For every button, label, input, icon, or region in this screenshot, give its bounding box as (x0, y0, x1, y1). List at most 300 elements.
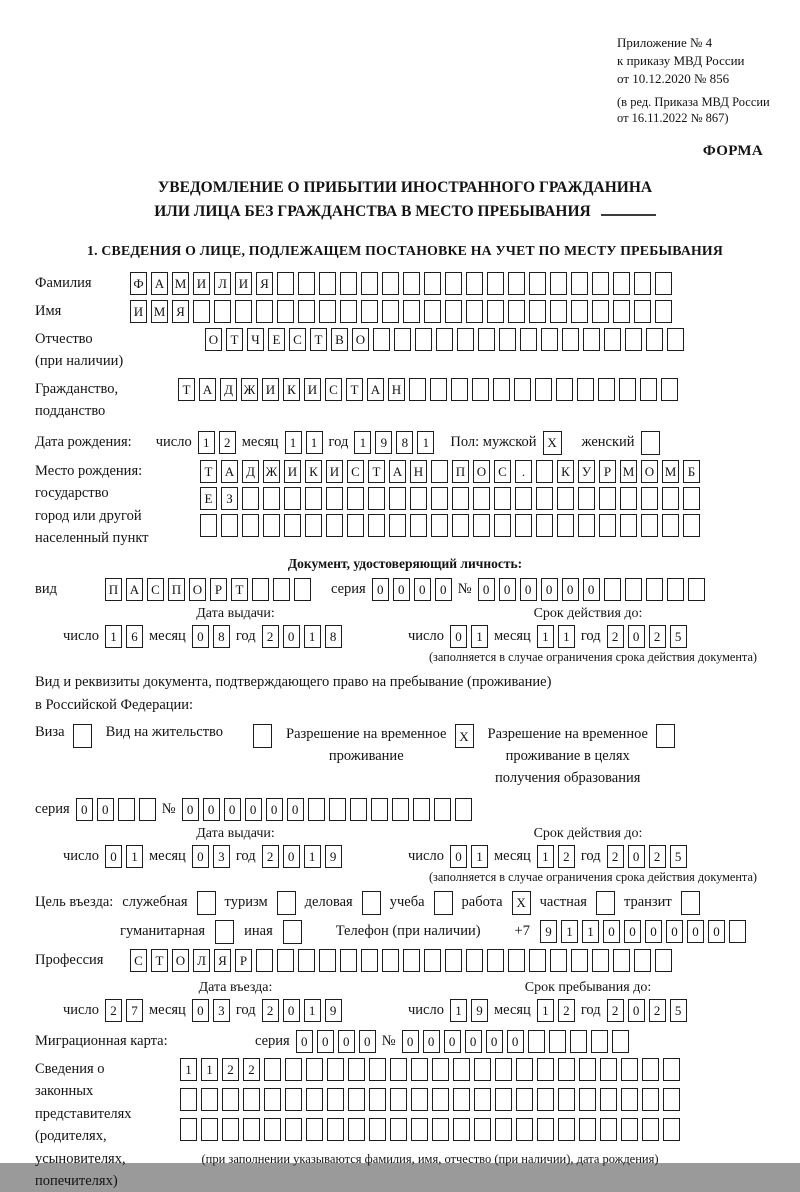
char-box[interactable]: 1 (285, 431, 302, 454)
char-box[interactable]: 0 (499, 578, 516, 601)
stay-month-input[interactable] (537, 999, 575, 1022)
birth-place-line1-input[interactable] (200, 460, 700, 483)
char-box[interactable] (411, 1118, 428, 1141)
permit-issue-month-input[interactable] (192, 845, 230, 868)
char-box[interactable] (436, 328, 453, 351)
char-box[interactable] (455, 798, 472, 821)
checkbox-turizm[interactable] (277, 891, 296, 915)
char-box[interactable]: А (126, 578, 143, 601)
char-box[interactable] (242, 487, 259, 510)
char-box[interactable] (683, 514, 700, 537)
char-box[interactable] (667, 578, 684, 601)
char-box[interactable] (557, 487, 574, 510)
char-box[interactable]: 1 (537, 999, 554, 1022)
char-box[interactable] (327, 1118, 344, 1141)
char-box[interactable]: 9 (471, 999, 488, 1022)
char-box[interactable] (277, 949, 294, 972)
char-box[interactable]: 0 (245, 798, 262, 821)
char-box[interactable]: И (235, 272, 252, 295)
char-box[interactable] (235, 300, 252, 323)
char-box[interactable] (620, 487, 637, 510)
char-box[interactable]: 5 (670, 999, 687, 1022)
char-box[interactable] (453, 1088, 470, 1111)
char-box[interactable]: С (130, 949, 147, 972)
doc-expiry-day-input[interactable] (450, 625, 488, 648)
char-box[interactable] (214, 300, 231, 323)
char-box[interactable]: 0 (562, 578, 579, 601)
char-box[interactable] (256, 949, 273, 972)
char-box[interactable] (403, 300, 420, 323)
char-box[interactable]: 1 (471, 845, 488, 868)
char-box[interactable]: 1 (126, 845, 143, 868)
char-box[interactable] (371, 798, 388, 821)
char-box[interactable] (536, 487, 553, 510)
char-box[interactable] (529, 949, 546, 972)
char-box[interactable] (222, 1118, 239, 1141)
char-box[interactable]: Т (310, 328, 327, 351)
char-box[interactable]: Н (388, 378, 405, 401)
char-box[interactable] (389, 514, 406, 537)
char-box[interactable]: 0 (541, 578, 558, 601)
char-box[interactable] (667, 328, 684, 351)
char-box[interactable]: 0 (317, 1030, 334, 1053)
permit-expiry-year-input[interactable] (607, 845, 687, 868)
char-box[interactable]: Я (214, 949, 231, 972)
char-box[interactable] (472, 378, 489, 401)
char-box[interactable]: Т (151, 949, 168, 972)
char-box[interactable] (409, 378, 426, 401)
char-box[interactable] (453, 1118, 470, 1141)
char-box[interactable]: И (130, 300, 147, 323)
char-box[interactable] (487, 272, 504, 295)
char-box[interactable] (583, 328, 600, 351)
char-box[interactable] (340, 272, 357, 295)
char-box[interactable]: 2 (649, 625, 666, 648)
birth-place-line2-input[interactable] (200, 487, 700, 510)
char-box[interactable]: 1 (417, 431, 434, 454)
char-box[interactable] (432, 1088, 449, 1111)
doc-issue-month-input[interactable] (192, 625, 230, 648)
char-box[interactable] (646, 578, 663, 601)
char-box[interactable]: 0 (624, 920, 641, 943)
char-box[interactable]: 8 (396, 431, 413, 454)
char-box[interactable] (263, 487, 280, 510)
char-box[interactable] (403, 949, 420, 972)
char-box[interactable]: Н (410, 460, 427, 483)
char-box[interactable] (118, 798, 135, 821)
char-box[interactable]: 0 (708, 920, 725, 943)
char-box[interactable] (621, 1088, 638, 1111)
char-box[interactable] (285, 1088, 302, 1111)
char-box[interactable]: Е (200, 487, 217, 510)
checkbox-visa[interactable] (73, 724, 92, 748)
char-box[interactable]: И (262, 378, 279, 401)
char-box[interactable] (591, 1030, 608, 1053)
char-box[interactable] (663, 1088, 680, 1111)
char-box[interactable]: 1 (561, 920, 578, 943)
char-box[interactable]: 0 (105, 845, 122, 868)
char-box[interactable] (620, 514, 637, 537)
char-box[interactable] (424, 949, 441, 972)
char-box[interactable]: 2 (222, 1058, 239, 1081)
char-box[interactable]: 1 (558, 625, 575, 648)
char-box[interactable]: 0 (444, 1030, 461, 1053)
char-box[interactable] (431, 487, 448, 510)
char-box[interactable]: Ф (130, 272, 147, 295)
char-box[interactable] (529, 272, 546, 295)
char-box[interactable]: Т (231, 578, 248, 601)
char-box[interactable] (327, 1088, 344, 1111)
char-box[interactable] (640, 378, 657, 401)
char-box[interactable] (663, 1058, 680, 1081)
char-box[interactable] (327, 1058, 344, 1081)
char-box[interactable]: 0 (645, 920, 662, 943)
char-box[interactable] (252, 578, 269, 601)
char-box[interactable] (634, 300, 651, 323)
char-box[interactable]: 2 (262, 625, 279, 648)
char-box[interactable]: 1 (471, 625, 488, 648)
char-box[interactable] (478, 328, 495, 351)
char-box[interactable] (493, 378, 510, 401)
char-box[interactable] (592, 300, 609, 323)
char-box[interactable]: 2 (243, 1058, 260, 1081)
char-box[interactable]: 0 (666, 920, 683, 943)
char-box[interactable]: 0 (283, 999, 300, 1022)
char-box[interactable]: П (105, 578, 122, 601)
char-box[interactable]: М (172, 272, 189, 295)
permit-series-input[interactable] (76, 798, 156, 821)
char-box[interactable] (306, 1118, 323, 1141)
char-box[interactable] (452, 514, 469, 537)
char-box[interactable] (373, 328, 390, 351)
char-box[interactable] (688, 578, 705, 601)
char-box[interactable]: П (452, 460, 469, 483)
char-box[interactable]: Я (256, 272, 273, 295)
checkbox-rvp[interactable]: X (455, 724, 474, 748)
char-box[interactable]: И (193, 272, 210, 295)
char-box[interactable] (625, 578, 642, 601)
char-box[interactable] (319, 949, 336, 972)
char-box[interactable]: 1 (201, 1058, 218, 1081)
checkbox-tranzit[interactable] (681, 891, 700, 915)
char-box[interactable]: 1 (306, 431, 323, 454)
char-box[interactable] (579, 1118, 596, 1141)
char-box[interactable]: 0 (450, 625, 467, 648)
char-box[interactable] (451, 378, 468, 401)
char-box[interactable]: 1 (354, 431, 371, 454)
char-box[interactable] (536, 460, 553, 483)
char-box[interactable] (642, 1088, 659, 1111)
char-box[interactable] (243, 1118, 260, 1141)
char-box[interactable] (604, 328, 621, 351)
char-box[interactable] (683, 487, 700, 510)
char-box[interactable] (570, 1030, 587, 1053)
char-box[interactable] (390, 1118, 407, 1141)
char-box[interactable] (452, 487, 469, 510)
char-box[interactable] (516, 1088, 533, 1111)
char-box[interactable] (550, 272, 567, 295)
char-box[interactable] (361, 272, 378, 295)
char-box[interactable] (474, 1058, 491, 1081)
char-box[interactable]: 2 (649, 845, 666, 868)
char-box[interactable]: Я (172, 300, 189, 323)
char-box[interactable]: 0 (359, 1030, 376, 1053)
checkbox-ucheba[interactable] (434, 891, 453, 915)
char-box[interactable] (305, 514, 322, 537)
char-box[interactable]: 0 (465, 1030, 482, 1053)
birth-place-line3-input[interactable] (200, 514, 700, 537)
char-box[interactable]: 0 (283, 845, 300, 868)
char-box[interactable]: 2 (607, 845, 624, 868)
char-box[interactable]: И (284, 460, 301, 483)
char-box[interactable]: С (147, 578, 164, 601)
char-box[interactable] (222, 1088, 239, 1111)
permit-issue-year-input[interactable] (262, 845, 342, 868)
doc-issue-day-input[interactable] (105, 625, 143, 648)
char-box[interactable] (201, 1118, 218, 1141)
char-box[interactable] (516, 1118, 533, 1141)
char-box[interactable]: 1 (304, 625, 321, 648)
char-box[interactable] (571, 949, 588, 972)
checkbox-chastnaya[interactable] (596, 891, 615, 915)
char-box[interactable] (499, 328, 516, 351)
birth-year-input[interactable] (354, 431, 434, 454)
char-box[interactable] (600, 1058, 617, 1081)
char-box[interactable] (390, 1088, 407, 1111)
char-box[interactable]: Ч (247, 328, 264, 351)
char-box[interactable] (495, 1058, 512, 1081)
char-box[interactable]: 0 (414, 578, 431, 601)
char-box[interactable] (382, 949, 399, 972)
char-box[interactable] (382, 300, 399, 323)
char-box[interactable] (557, 514, 574, 537)
char-box[interactable] (308, 798, 325, 821)
checkbox-sex-male[interactable]: X (543, 431, 562, 455)
char-box[interactable] (529, 300, 546, 323)
char-box[interactable] (264, 1118, 281, 1141)
char-box[interactable] (306, 1088, 323, 1111)
doc-type-input[interactable] (105, 578, 311, 601)
char-box[interactable] (515, 487, 532, 510)
char-box[interactable] (508, 949, 525, 972)
char-box[interactable]: Т (178, 378, 195, 401)
representatives-line2-input[interactable] (180, 1088, 680, 1111)
char-box[interactable] (369, 1058, 386, 1081)
name-input[interactable] (130, 300, 672, 323)
char-box[interactable] (663, 1118, 680, 1141)
char-box[interactable]: 0 (450, 845, 467, 868)
char-box[interactable] (577, 378, 594, 401)
char-box[interactable] (432, 1058, 449, 1081)
char-box[interactable]: 9 (540, 920, 557, 943)
char-box[interactable]: 0 (182, 798, 199, 821)
char-box[interactable]: М (620, 460, 637, 483)
char-box[interactable] (410, 514, 427, 537)
char-box[interactable]: О (641, 460, 658, 483)
char-box[interactable] (394, 328, 411, 351)
entry-day-input[interactable] (105, 999, 143, 1022)
char-box[interactable] (537, 1088, 554, 1111)
char-box[interactable]: А (151, 272, 168, 295)
char-box[interactable] (221, 514, 238, 537)
char-box[interactable] (411, 1088, 428, 1111)
char-box[interactable] (285, 1118, 302, 1141)
char-box[interactable] (661, 378, 678, 401)
patronymic-input[interactable] (205, 328, 684, 351)
char-box[interactable] (431, 514, 448, 537)
char-box[interactable] (340, 300, 357, 323)
char-box[interactable]: 2 (105, 999, 122, 1022)
char-box[interactable] (592, 949, 609, 972)
char-box[interactable]: 0 (296, 1030, 313, 1053)
char-box[interactable] (579, 1058, 596, 1081)
surname-input[interactable] (130, 272, 672, 295)
char-box[interactable]: 0 (687, 920, 704, 943)
char-box[interactable]: 0 (224, 798, 241, 821)
char-box[interactable]: 1 (304, 999, 321, 1022)
char-box[interactable] (326, 514, 343, 537)
char-box[interactable] (578, 514, 595, 537)
char-box[interactable]: В (331, 328, 348, 351)
migration-number-input[interactable] (402, 1030, 629, 1053)
char-box[interactable]: И (304, 378, 321, 401)
char-box[interactable] (541, 328, 558, 351)
char-box[interactable]: Ж (263, 460, 280, 483)
char-box[interactable] (556, 378, 573, 401)
char-box[interactable] (348, 1118, 365, 1141)
char-box[interactable] (612, 1030, 629, 1053)
char-box[interactable] (662, 487, 679, 510)
checkbox-rvp-education[interactable] (656, 724, 675, 748)
char-box[interactable] (139, 798, 156, 821)
checkbox-rabota[interactable]: X (512, 891, 531, 915)
char-box[interactable] (347, 514, 364, 537)
char-box[interactable]: 3 (213, 845, 230, 868)
char-box[interactable] (550, 300, 567, 323)
char-box[interactable]: А (389, 460, 406, 483)
char-box[interactable] (600, 1118, 617, 1141)
char-box[interactable]: 0 (287, 798, 304, 821)
char-box[interactable] (368, 487, 385, 510)
char-box[interactable]: 0 (423, 1030, 440, 1053)
char-box[interactable] (306, 1058, 323, 1081)
char-box[interactable]: 2 (262, 845, 279, 868)
char-box[interactable]: 5 (670, 845, 687, 868)
char-box[interactable]: Л (193, 949, 210, 972)
checkbox-gumanitarnaya[interactable] (215, 920, 234, 944)
char-box[interactable] (445, 949, 462, 972)
char-box[interactable]: Т (200, 460, 217, 483)
char-box[interactable]: 0 (583, 578, 600, 601)
char-box[interactable] (642, 1118, 659, 1141)
char-box[interactable]: 9 (325, 845, 342, 868)
birth-month-input[interactable] (285, 431, 323, 454)
char-box[interactable]: 0 (266, 798, 283, 821)
char-box[interactable] (578, 487, 595, 510)
char-box[interactable]: 0 (435, 578, 452, 601)
char-box[interactable] (180, 1118, 197, 1141)
char-box[interactable]: С (494, 460, 511, 483)
char-box[interactable]: О (205, 328, 222, 351)
char-box[interactable]: 1 (537, 625, 554, 648)
char-box[interactable] (263, 514, 280, 537)
char-box[interactable] (549, 1030, 566, 1053)
char-box[interactable]: 9 (325, 999, 342, 1022)
char-box[interactable] (200, 514, 217, 537)
char-box[interactable]: У (578, 460, 595, 483)
char-box[interactable] (494, 487, 511, 510)
char-box[interactable]: С (347, 460, 364, 483)
char-box[interactable] (729, 920, 746, 943)
char-box[interactable] (294, 578, 311, 601)
char-box[interactable]: 1 (304, 845, 321, 868)
char-box[interactable]: 2 (607, 999, 624, 1022)
char-box[interactable] (466, 272, 483, 295)
char-box[interactable] (319, 300, 336, 323)
char-box[interactable]: 1 (105, 625, 122, 648)
char-box[interactable]: О (352, 328, 369, 351)
doc-number-input[interactable] (478, 578, 705, 601)
profession-input[interactable] (130, 949, 672, 972)
char-box[interactable]: 0 (203, 798, 220, 821)
birth-day-input[interactable] (198, 431, 236, 454)
char-box[interactable] (201, 1088, 218, 1111)
char-box[interactable] (403, 272, 420, 295)
char-box[interactable] (613, 272, 630, 295)
entry-month-input[interactable] (192, 999, 230, 1022)
char-box[interactable]: 1 (198, 431, 215, 454)
char-box[interactable] (445, 300, 462, 323)
doc-expiry-year-input[interactable] (607, 625, 687, 648)
char-box[interactable] (495, 1088, 512, 1111)
char-box[interactable] (430, 378, 447, 401)
char-box[interactable]: 0 (520, 578, 537, 601)
char-box[interactable]: 0 (372, 578, 389, 601)
char-box[interactable] (298, 949, 315, 972)
char-box[interactable] (655, 949, 672, 972)
char-box[interactable]: А (221, 460, 238, 483)
permit-number-input[interactable] (182, 798, 472, 821)
char-box[interactable]: 0 (393, 578, 410, 601)
char-box[interactable] (264, 1058, 281, 1081)
char-box[interactable]: Ж (241, 378, 258, 401)
char-box[interactable] (625, 328, 642, 351)
char-box[interactable] (369, 1088, 386, 1111)
char-box[interactable] (599, 514, 616, 537)
char-box[interactable]: З (221, 487, 238, 510)
char-box[interactable] (655, 272, 672, 295)
char-box[interactable] (537, 1058, 554, 1081)
char-box[interactable]: 0 (97, 798, 114, 821)
char-box[interactable]: 2 (262, 999, 279, 1022)
char-box[interactable] (571, 272, 588, 295)
char-box[interactable]: 2 (607, 625, 624, 648)
char-box[interactable]: 5 (670, 625, 687, 648)
char-box[interactable] (487, 949, 504, 972)
phone-input[interactable] (540, 920, 746, 943)
char-box[interactable] (516, 1058, 533, 1081)
char-box[interactable] (604, 578, 621, 601)
char-box[interactable]: 0 (628, 845, 645, 868)
char-box[interactable] (180, 1088, 197, 1111)
char-box[interactable] (558, 1118, 575, 1141)
char-box[interactable]: 6 (126, 625, 143, 648)
char-box[interactable] (473, 487, 490, 510)
permit-expiry-month-input[interactable] (537, 845, 575, 868)
char-box[interactable]: Р (599, 460, 616, 483)
char-box[interactable] (558, 1058, 575, 1081)
checkbox-delovaya[interactable] (362, 891, 381, 915)
